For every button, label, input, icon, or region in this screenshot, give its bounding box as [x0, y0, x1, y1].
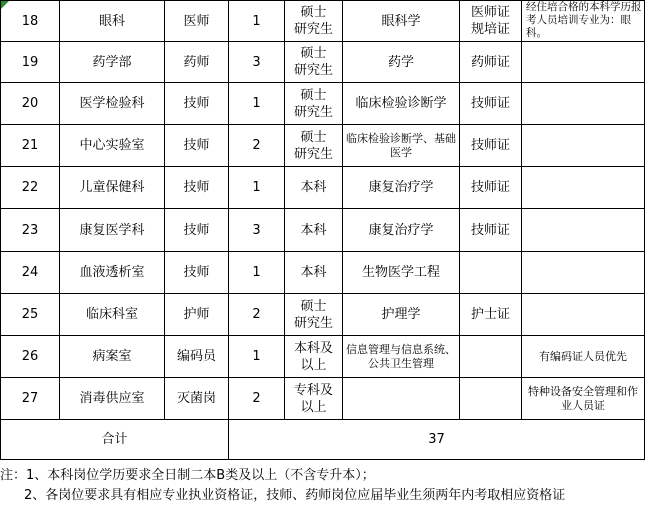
cell-cert: 技师证 — [460, 167, 522, 209]
cell-count: 2 — [229, 294, 285, 336]
cell-dept: 眼科 — [60, 1, 165, 42]
total-label: 合计 — [1, 420, 229, 460]
cell-remark: 有编码证人员优先 — [522, 336, 645, 378]
cell-count: 1 — [229, 1, 285, 42]
cell-major: 生物医学工程 — [343, 252, 460, 294]
cell-count: 3 — [229, 42, 285, 83]
cell-remark: 特种设备安全管理和作业人员证 — [522, 378, 645, 420]
table-row — [1, 125, 645, 167]
cell-cert: 技师证 — [460, 83, 522, 125]
cell-major: 临床检验诊断学、基础医学 — [343, 125, 460, 167]
cell-cert: 药师证 — [460, 42, 522, 83]
cell-cert — [460, 252, 522, 294]
cell-dept: 中心实验室 — [60, 125, 165, 167]
table-row — [1, 252, 645, 294]
total-value: 37 — [229, 420, 645, 460]
cell-remark — [522, 83, 645, 125]
cell-dept: 医学检验科 — [60, 83, 165, 125]
cell-dept: 临床科室 — [60, 294, 165, 336]
total-row — [1, 420, 645, 460]
cell-dept: 消毒供应室 — [60, 378, 165, 420]
table-row — [1, 42, 645, 83]
cell-dept: 康复医学科 — [60, 209, 165, 252]
cell-dept: 儿童保健科 — [60, 167, 165, 209]
cell-post: 技师 — [165, 125, 229, 167]
cell-no: 20 — [1, 83, 60, 125]
note-2: 2、各岗位要求具有相应专业执业资格证，技师、药师岗位应届毕业生须两年内考取相应资格证 — [24, 488, 566, 503]
cell-no: 22 — [1, 167, 60, 209]
cell-edu: 本科 — [285, 252, 343, 294]
cell-remark — [522, 209, 645, 252]
cell-edu: 本科 — [285, 209, 343, 252]
table-row — [1, 1, 645, 42]
cell-major: 康复治疗学 — [343, 209, 460, 252]
cell-post: 灭菌岗 — [165, 378, 229, 420]
table-row — [1, 83, 645, 125]
cell-no: 21 — [1, 125, 60, 167]
cell-count: 2 — [229, 378, 285, 420]
cell-no: 25 — [1, 294, 60, 336]
cell-edu: 本科 — [285, 167, 343, 209]
cell-post: 技师 — [165, 167, 229, 209]
footnotes — [0, 466, 649, 506]
cell-edu: 硕士 研究生 — [285, 83, 343, 125]
cell-remark — [522, 252, 645, 294]
cell-post: 技师 — [165, 209, 229, 252]
cell-no: 19 — [1, 42, 60, 83]
cell-major — [343, 378, 460, 420]
cell-major: 护理学 — [343, 294, 460, 336]
cell-major: 眼科学 — [343, 1, 460, 42]
cell-count: 1 — [229, 252, 285, 294]
cell-post: 医师 — [165, 1, 229, 42]
cell-cert — [460, 378, 522, 420]
cell-cert: 医师证 规培证 — [460, 1, 522, 42]
cell-edu: 本科及 以上 — [285, 336, 343, 378]
note-1: 注：1、本科岗位学历要求全日制二本B类及以上（不含专升本）； — [0, 468, 375, 483]
cell-major: 临床检验诊断学 — [343, 83, 460, 125]
table-row — [1, 378, 645, 420]
cell-remark — [522, 42, 645, 83]
table-row — [1, 294, 645, 336]
cell-count: 1 — [229, 167, 285, 209]
cell-no: 24 — [1, 252, 60, 294]
cell-cert: 护士证 — [460, 294, 522, 336]
cell-no: 27 — [1, 378, 60, 420]
cell-no: 18 — [1, 1, 60, 42]
cell-edu: 硕士 研究生 — [285, 42, 343, 83]
cell-major: 药学 — [343, 42, 460, 83]
cell-remark — [522, 125, 645, 167]
cell-post: 药师 — [165, 42, 229, 83]
cell-cert — [460, 336, 522, 378]
cell-count: 1 — [229, 83, 285, 125]
cell-major: 信息管理与信息系统、公共卫生管理 — [343, 336, 460, 378]
cell-edu: 硕士 研究生 — [285, 294, 343, 336]
cell-edu: 专科及 以上 — [285, 378, 343, 420]
cell-edu: 硕士 研究生 — [285, 125, 343, 167]
cell-post: 护师 — [165, 294, 229, 336]
cell-remark — [522, 294, 645, 336]
cell-post: 技师 — [165, 252, 229, 294]
cell-dept: 药学部 — [60, 42, 165, 83]
cell-post: 编码员 — [165, 336, 229, 378]
cell-no: 23 — [1, 209, 60, 252]
cell-cert: 技师证 — [460, 125, 522, 167]
cell-remark — [522, 167, 645, 209]
cell-count: 1 — [229, 336, 285, 378]
table-row — [1, 336, 645, 378]
cell-count: 3 — [229, 209, 285, 252]
cell-dept: 病案室 — [60, 336, 165, 378]
cell-count: 2 — [229, 125, 285, 167]
cell-post: 技师 — [165, 83, 229, 125]
table-row — [1, 209, 645, 252]
table-row — [1, 167, 645, 209]
cell-no: 26 — [1, 336, 60, 378]
cell-dept: 血液透析室 — [60, 252, 165, 294]
cell-marker-icon — [1, 1, 12, 12]
cell-remark: 经住培合格的本科学历报考人员培训专业为：眼科。 — [522, 1, 645, 42]
cell-cert: 技师证 — [460, 209, 522, 252]
cell-edu: 硕士 研究生 — [285, 1, 343, 42]
cell-major: 康复治疗学 — [343, 167, 460, 209]
